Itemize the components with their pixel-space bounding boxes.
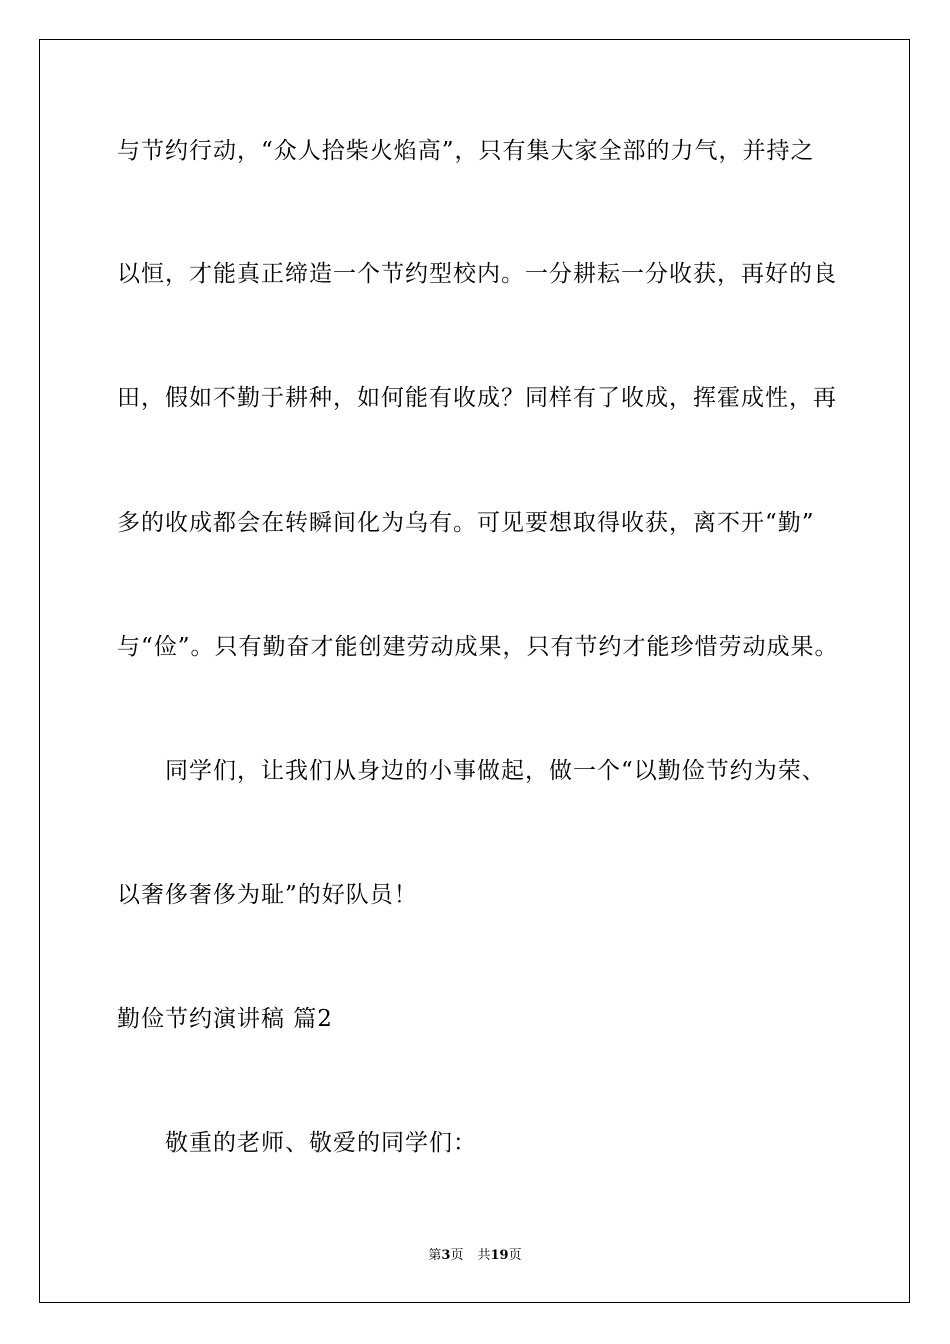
- section-heading: 勤俭节约演讲稿 篇2: [117, 1006, 333, 1032]
- page-border: [39, 39, 910, 1303]
- footer-page-prefix: 第: [428, 1248, 442, 1263]
- footer-page-number: 3: [441, 1248, 451, 1263]
- salutation: 敬重的老师、敬爱的同学们：: [165, 1130, 477, 1156]
- body-text-line: 多的收成都会在转瞬间化为乌有。可见要想取得收获，离不开“勤”: [117, 510, 815, 536]
- body-text-line: 田，假如不勤于耕种，如何能有收成？同样有了收成，挥霍成性，再: [117, 385, 837, 411]
- body-text-line: 同学们，让我们从身边的小事做起，做一个“以勤俭节约为荣、: [165, 758, 826, 784]
- footer-total-suffix: 页: [508, 1248, 522, 1263]
- page-footer: [0, 1247, 950, 1265]
- footer-total-pages: 19: [490, 1248, 509, 1263]
- footer-page-suffix: 页: [450, 1248, 464, 1263]
- body-text-line: 与节约行动，“众人拾柴火焰高”，只有集大家全部的力气，并持之: [117, 138, 815, 164]
- footer-total-prefix: 共: [477, 1248, 491, 1263]
- body-text-line: 以恒，才能真正缔造一个节约型校内。一分耕耘一分收获，再好的良: [117, 261, 837, 287]
- body-text-line: 与“俭”。只有勤奋才能创建劳动成果，只有节约才能珍惜劳动成果。: [117, 634, 839, 660]
- body-text-line: 以奢侈奢侈为耻”的好队员！: [117, 882, 418, 908]
